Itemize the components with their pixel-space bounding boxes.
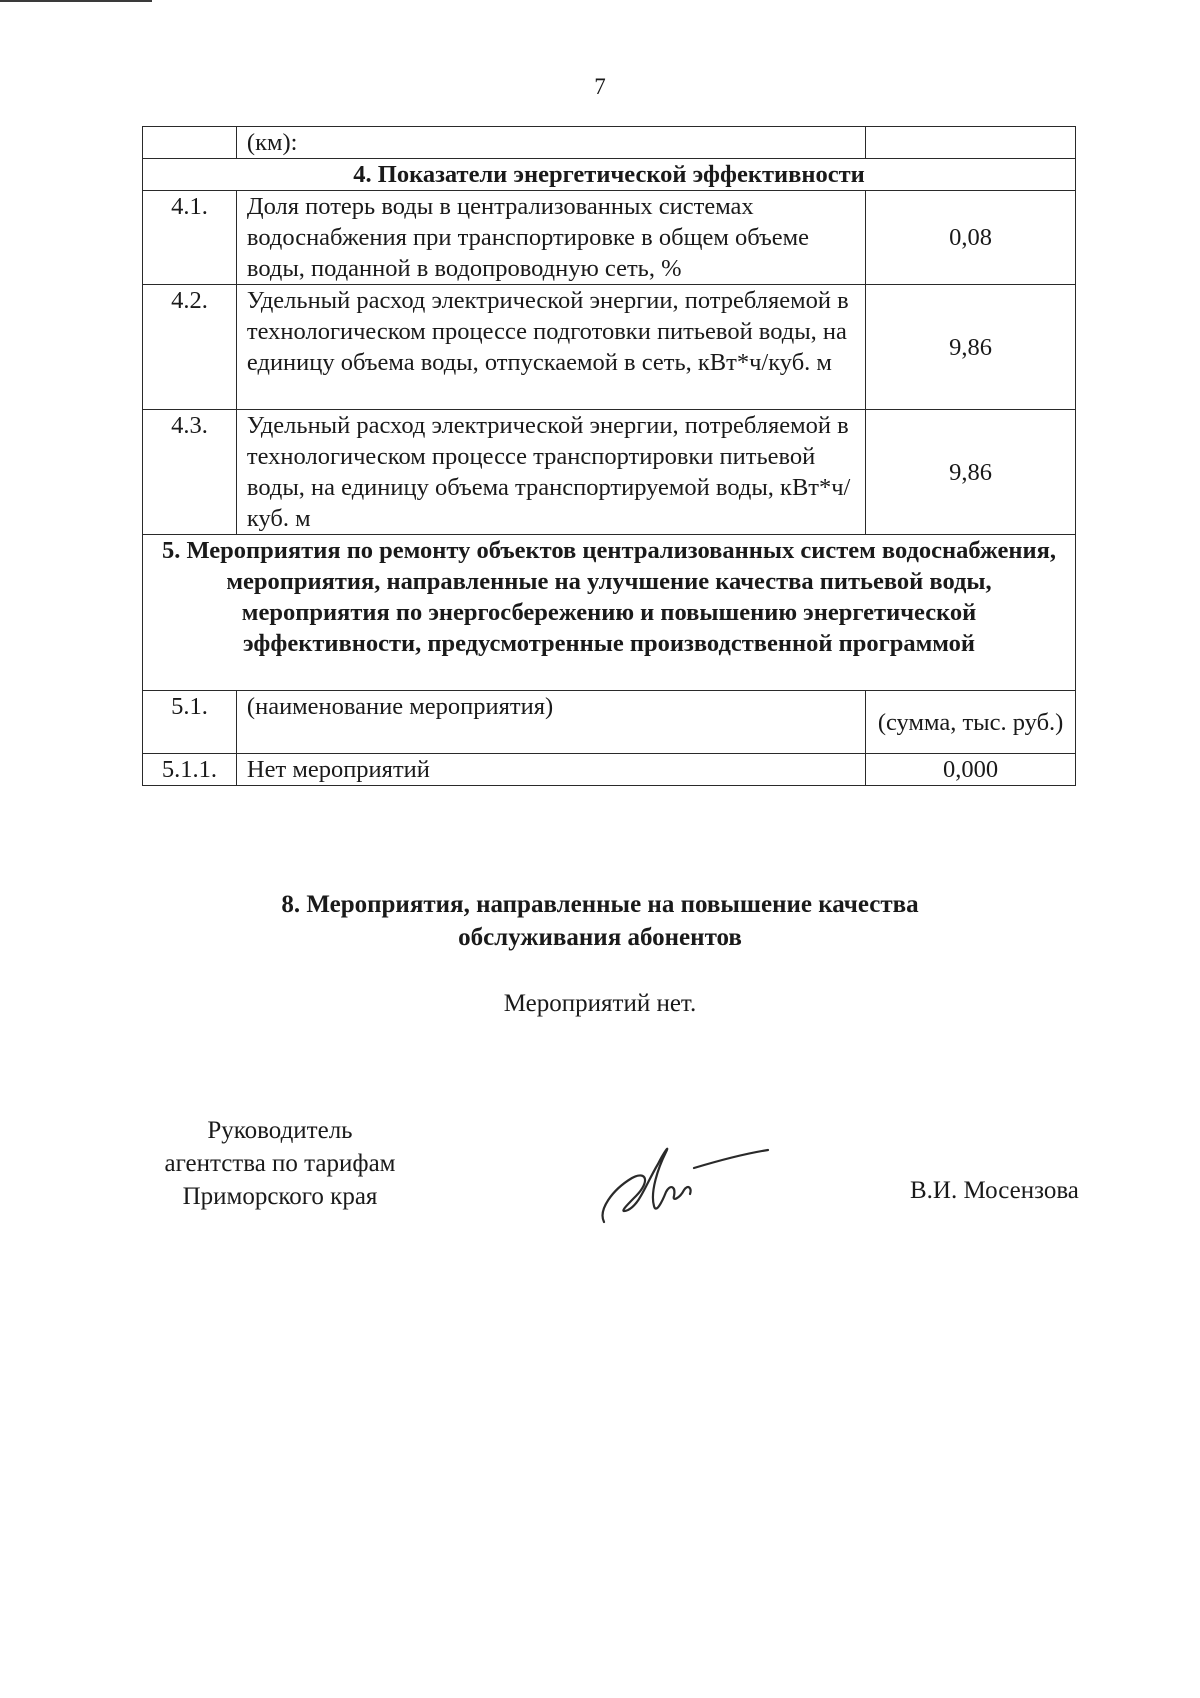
section-8-heading-line: обслуживания абонентов (458, 924, 742, 951)
row-value: 0,000 (866, 754, 1076, 786)
table-row (143, 191, 1076, 285)
row-description: Нет мероприятий (236, 754, 865, 786)
section-heading-4: 4. Показатели энергетической эффективности (143, 159, 1076, 191)
row-number: 5.1. (143, 691, 237, 754)
row-value: 9,86 (866, 410, 1076, 535)
row-value (866, 127, 1076, 159)
section-row (143, 159, 1076, 191)
row-description: Удельный расход электрической энергии, потребляемой в технологическом процессе подготовки питьевой воды, на единицу объема воды, отпускаемой в сеть, кВт*ч/куб. м (236, 285, 865, 410)
row-value: 9,86 (866, 285, 1076, 410)
signer-title-line: Приморского края (182, 1183, 378, 1210)
row-number: 4.1. (143, 191, 237, 285)
scan-edge-mark (0, 0, 152, 2)
row-description: (наименование мероприятия) (236, 691, 865, 754)
table-row (143, 691, 1076, 754)
signer-title-line: агентства по тарифам (164, 1150, 396, 1177)
row-number: 4.2. (143, 285, 237, 410)
row-description: Доля потерь воды в централизованных системах водоснабжения при транспортировке в общем объеме воды, поданной в водопроводную сеть, % (236, 191, 865, 285)
signer-title-line: Руководитель (207, 1117, 353, 1144)
row-description: (км): (236, 127, 865, 159)
row-value: (сумма, тыс. руб.) (866, 691, 1076, 754)
table-row (143, 410, 1076, 535)
indicators-table (142, 126, 1076, 786)
signer-name: В.И. Мосензова (910, 1177, 1079, 1204)
section-8-body: Мероприятий нет. (503, 990, 697, 1017)
page-number: 7 (594, 74, 606, 99)
row-number: 4.3. (143, 410, 237, 535)
table-row (143, 285, 1076, 410)
table-row (143, 127, 1076, 159)
signer-title (130, 1114, 430, 1213)
section-heading-5: 5. Мероприятия по ремонту объектов централизованных систем водоснабжения, мероприятия, направленные на улучшение качества питьевой воды, мероприятия по энергосбережению и повышению энергетической эффективности, предусмотренные производственной программой (143, 535, 1076, 691)
row-value: 0,08 (866, 191, 1076, 285)
indicators-table-body (143, 127, 1076, 786)
section-8-heading-line: 8. Мероприятия, направленные на повышение качества (281, 891, 919, 918)
section-row (143, 535, 1076, 691)
row-description: Удельный расход электрической энергии, потребляемой в технологическом процессе транспортировки питьевой воды, на единицу объема транспортируемой воды, кВт*ч/куб. м (236, 410, 865, 535)
row-number (143, 127, 237, 159)
row-number: 5.1.1. (143, 754, 237, 786)
section-8-heading (0, 888, 1200, 954)
table-row (143, 754, 1076, 786)
handwritten-signature (592, 1130, 772, 1230)
